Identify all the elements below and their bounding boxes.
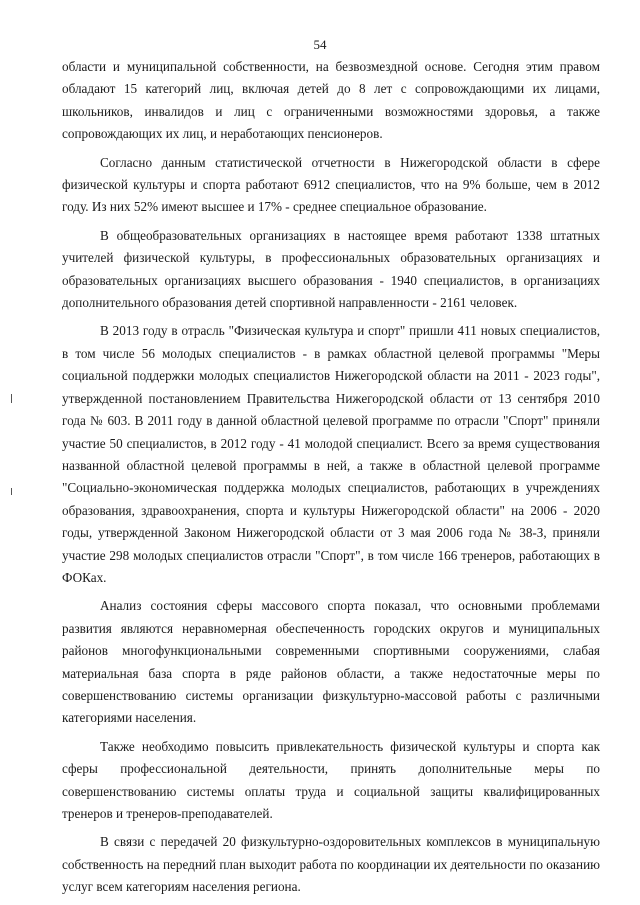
paragraph: В 2013 году в отрасль "Физическая культура и спорт" пришли 411 новых специалистов, в том числе 56 молодых специалистов - в рамках областной целевой программы "Меры социальной поддержки молодых специалистов Нижегородской области на 2011 - 2023 годы", утвержденной постановлением Правительства Нижегородской области от 13 сентября 2010 года № 603. В 2011 году в данной областной целевой программе по отрасли "Спорт" приняли участие 50 специалистов, в 2012 году - 41 молодой специалист. Всего за время существования названной областной целевой программы в ней, а также в областной целевой программе "Социально-экономическая поддержка молодых специалистов, работающих в учреждениях образования, здравоохранения, спорта и культуры Нижегородской области" на 2006 - 2020 годы, утвержденной Законом Нижегородской области от 3 мая 2006 года № 38-З, приняли участие 298 молодых специалистов отрасли "Спорт", в том числе 166 тренеров, работающих в ФОКах. [62,323,600,585]
scan-margin-mark [11,488,12,495]
paragraph: В связи с передачей 20 физкультурно-оздоровительных комплексов в муниципальную собственность на передний план выходит работа по координации их деятельности по оказанию услуг всем категориям населения региона. [62,834,600,895]
document-body [62,56,600,905]
paragraph: Анализ состояния сферы массового спорта показал, что основными проблемами развития являются неравномерная обеспеченность городских округов и муниципальных районов многофункциональными современными спортивными сооружениями, слабая материальная база спорта в ряде районов области, а также недостаточные меры по совершенствованию системы организации физкультурно-массовой работы с различными категориями населения. [62,598,600,726]
paragraph: Также необходимо повысить привлекательность физической культуры и спорта как сферы профессиональной деятельности, принять дополнительные меры по совершенствованию системы оплаты труда и социальной защиты квалифицированных тренеров и тренеров-преподавателей. [62,738,600,821]
paragraph: В общеобразовательных организациях в настоящее время работают 1338 штатных учителей физической культуры, в профессиональных образовательных организациях и образовательных организациях высшего образования - 1940 специалистов, в организациях дополнительного образования детей спортивной направленности - 2161 человек. [62,227,600,311]
paragraph: области и муниципальной собственности, на безвозмездной основе. Сегодня этим правом обладают 15 категорий лиц, включая детей до 8 лет с сопровождающими их лицами, школьников, инвалидов и лиц с ограниченными возможностями здоровья, а также сопровождающих их лиц, и неработающих пенсионеров. [62,59,600,142]
scan-margin-mark [11,394,12,403]
paragraph: Согласно данным статистической отчетности в Нижегородской области в сфере физической культуры и спорта работают 6912 специалистов, что на 9% больше, чем в 2012 году. Из них 52% имеют высшее и 17% - среднее специальное образование. [62,154,600,215]
page-number: 54 [313,37,327,52]
